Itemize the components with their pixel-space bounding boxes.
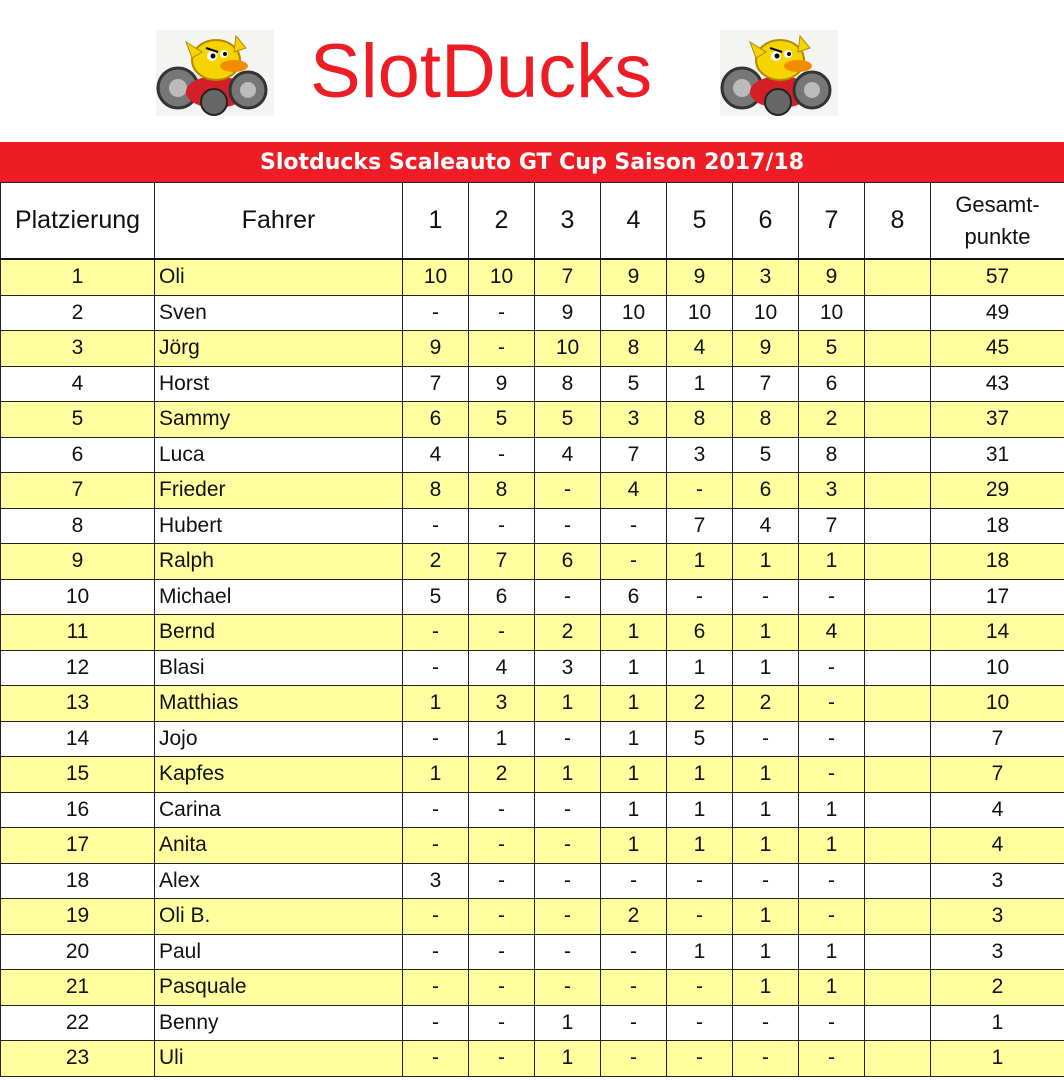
cell-race-3: - [535,970,601,1006]
cell-race-8 [865,544,931,580]
cell-race-7: 1 [799,970,865,1006]
cell-fahrer: Kapfes [155,757,403,793]
cell-platz: 19 [1,899,155,935]
cell-race-1: 1 [403,757,469,793]
cell-race-3: - [535,508,601,544]
cell-race-4: 8 [601,331,667,367]
table-row [1,863,1064,899]
cell-race-2: 6 [469,579,535,615]
cell-fahrer: Paul [155,934,403,970]
cell-race-1: - [403,1005,469,1041]
cell-race-1: - [403,508,469,544]
cell-race-8 [865,295,931,331]
cell-race-8 [865,899,931,935]
cell-race-6: 1 [733,899,799,935]
cell-race-5: 4 [667,331,733,367]
cell-race-2: 10 [469,259,535,295]
cell-fahrer: Oli [155,259,403,295]
cell-race-6: - [733,579,799,615]
cell-gesamtpunkte: 1 [931,1005,1064,1041]
cell-fahrer: Pasquale [155,970,403,1006]
column-header-race-4: 4 [601,183,667,260]
cell-gesamtpunkte: 57 [931,259,1064,295]
cell-race-5: 7 [667,508,733,544]
cell-race-6: 1 [733,650,799,686]
cell-race-3: 1 [535,686,601,722]
cell-race-1: 5 [403,579,469,615]
cell-platz: 14 [1,721,155,757]
cell-race-8 [865,828,931,864]
cell-platz: 17 [1,828,155,864]
cell-race-4: - [601,1005,667,1041]
cell-race-2: 7 [469,544,535,580]
cell-fahrer: Frieder [155,473,403,509]
cell-fahrer: Blasi [155,650,403,686]
cell-race-8 [865,615,931,651]
cell-race-7: - [799,1041,865,1077]
cell-race-3: - [535,792,601,828]
cell-race-7: - [799,757,865,793]
cell-race-1: 6 [403,402,469,438]
cell-gesamtpunkte: 49 [931,295,1064,331]
cell-race-3: 8 [535,366,601,402]
cell-race-1: 10 [403,259,469,295]
cell-race-5: - [667,863,733,899]
cell-fahrer: Oli B. [155,899,403,935]
cell-gesamtpunkte: 43 [931,366,1064,402]
cell-race-1: - [403,650,469,686]
table-row [1,331,1064,367]
cell-race-4: - [601,934,667,970]
header [0,0,1064,142]
cell-gesamtpunkte: 10 [931,686,1064,722]
column-header-platzierung: Platzierung [1,183,155,260]
gesamt-line-2: punkte [964,223,1031,249]
cell-race-2: - [469,295,535,331]
cell-race-5: 1 [667,828,733,864]
cell-race-4: 9 [601,259,667,295]
cell-race-5: 1 [667,366,733,402]
cell-race-1: - [403,1041,469,1077]
cell-gesamtpunkte: 45 [931,331,1064,367]
cell-race-3: - [535,473,601,509]
cell-race-8 [865,757,931,793]
cell-race-7: 1 [799,934,865,970]
cell-race-1: 1 [403,686,469,722]
table-row [1,295,1064,331]
season-banner: Slotducks Scaleauto GT Cup Saison 2017/18 [0,142,1064,182]
cell-race-6: 4 [733,508,799,544]
table-row [1,650,1064,686]
cell-race-1: - [403,970,469,1006]
cell-race-5: 8 [667,402,733,438]
cell-fahrer: Hubert [155,508,403,544]
cell-race-6: 1 [733,544,799,580]
cell-race-7: 1 [799,544,865,580]
column-header-race-7: 7 [799,183,865,260]
cell-race-1: 2 [403,544,469,580]
cell-race-7: - [799,686,865,722]
cell-race-4: - [601,970,667,1006]
table-row [1,721,1064,757]
table-row [1,934,1064,970]
cell-race-5: - [667,970,733,1006]
cell-race-4: 7 [601,437,667,473]
cell-race-5: 9 [667,259,733,295]
table-header-row [1,183,1064,260]
cell-gesamtpunkte: 18 [931,508,1064,544]
table-row [1,792,1064,828]
cell-race-6: 3 [733,259,799,295]
cell-platz: 6 [1,437,155,473]
cell-platz: 20 [1,934,155,970]
cell-platz: 7 [1,473,155,509]
cell-race-6: - [733,1005,799,1041]
cell-platz: 1 [1,259,155,295]
cell-race-6: 5 [733,437,799,473]
table-row [1,686,1064,722]
cell-race-7: - [799,650,865,686]
cell-race-7: 4 [799,615,865,651]
cell-race-3: 9 [535,295,601,331]
cell-race-8 [865,1005,931,1041]
cell-platz: 4 [1,366,155,402]
cell-race-8 [865,650,931,686]
cell-race-7: 6 [799,366,865,402]
cell-race-1: - [403,721,469,757]
cell-gesamtpunkte: 2 [931,970,1064,1006]
cell-race-2: 1 [469,721,535,757]
cell-race-7: 9 [799,259,865,295]
column-header-race-6: 6 [733,183,799,260]
cell-race-8 [865,259,931,295]
cell-fahrer: Jojo [155,721,403,757]
cell-race-4: 1 [601,686,667,722]
cell-platz: 11 [1,615,155,651]
cell-race-2: - [469,331,535,367]
cell-fahrer: Carina [155,792,403,828]
cell-race-4: 1 [601,615,667,651]
cell-fahrer: Anita [155,828,403,864]
cell-fahrer: Horst [155,366,403,402]
table-row [1,402,1064,438]
cell-race-6: 1 [733,970,799,1006]
cell-race-8 [865,402,931,438]
cell-race-7: 1 [799,828,865,864]
cell-race-8 [865,721,931,757]
cell-race-3: 10 [535,331,601,367]
cell-platz: 23 [1,1041,155,1077]
cell-race-2: - [469,1005,535,1041]
cell-race-2: 9 [469,366,535,402]
cell-platz: 13 [1,686,155,722]
cell-gesamtpunkte: 18 [931,544,1064,580]
cell-race-7: 5 [799,331,865,367]
cell-race-2: - [469,828,535,864]
standings-table [0,182,1064,1077]
cell-gesamtpunkte: 7 [931,721,1064,757]
cell-race-2: - [469,437,535,473]
cell-platz: 2 [1,295,155,331]
cell-race-7: - [799,579,865,615]
table-row [1,259,1064,295]
column-header-race-8: 8 [865,183,931,260]
cell-race-8 [865,970,931,1006]
cell-race-7: - [799,1005,865,1041]
column-header-race-2: 2 [469,183,535,260]
cell-race-2: 4 [469,650,535,686]
cell-race-6: 9 [733,331,799,367]
cell-race-7: - [799,899,865,935]
cell-platz: 16 [1,792,155,828]
table-row [1,828,1064,864]
cell-race-6: - [733,1041,799,1077]
cell-race-2: 8 [469,473,535,509]
cell-race-3: 7 [535,259,601,295]
cell-race-3: - [535,899,601,935]
cell-race-6: 1 [733,757,799,793]
table-row [1,970,1064,1006]
cell-race-2: - [469,970,535,1006]
cell-fahrer: Jörg [155,331,403,367]
cell-fahrer: Bernd [155,615,403,651]
cell-race-1: 9 [403,331,469,367]
cell-race-1: - [403,792,469,828]
cell-gesamtpunkte: 31 [931,437,1064,473]
table-row [1,1005,1064,1041]
cell-race-5: - [667,579,733,615]
cell-fahrer: Uli [155,1041,403,1077]
cell-platz: 15 [1,757,155,793]
table-row [1,437,1064,473]
cell-race-2: 3 [469,686,535,722]
cell-race-6: 6 [733,473,799,509]
cell-race-4: 4 [601,473,667,509]
cell-race-6: - [733,863,799,899]
cell-race-3: 1 [535,757,601,793]
cell-gesamtpunkte: 37 [931,402,1064,438]
table-row [1,508,1064,544]
cell-fahrer: Luca [155,437,403,473]
cell-race-5: 2 [667,686,733,722]
column-header-race-3: 3 [535,183,601,260]
cell-race-5: 1 [667,650,733,686]
table-row [1,473,1064,509]
cell-race-2: - [469,1041,535,1077]
cell-fahrer: Sammy [155,402,403,438]
cell-race-4: 6 [601,579,667,615]
gesamt-line-1: Gesamt- [955,191,1040,217]
cell-race-8 [865,863,931,899]
cell-gesamtpunkte: 10 [931,650,1064,686]
duck-racer-icon [720,30,838,116]
cell-race-8 [865,473,931,509]
cell-race-2: - [469,934,535,970]
cell-race-1: 7 [403,366,469,402]
duck-racer-icon [156,30,274,116]
cell-platz: 8 [1,508,155,544]
cell-race-6: 1 [733,615,799,651]
cell-race-8 [865,792,931,828]
cell-race-4: - [601,863,667,899]
cell-race-2: 2 [469,757,535,793]
cell-race-3: - [535,863,601,899]
cell-race-3: - [535,579,601,615]
cell-race-8 [865,437,931,473]
table-row [1,757,1064,793]
column-header-gesamtpunkte [931,183,1064,260]
cell-fahrer: Matthias [155,686,403,722]
cell-race-5: - [667,473,733,509]
cell-race-8 [865,1041,931,1077]
table-row [1,899,1064,935]
table-row [1,579,1064,615]
cell-fahrer: Sven [155,295,403,331]
cell-fahrer: Alex [155,863,403,899]
cell-race-2: - [469,508,535,544]
cell-race-5: 10 [667,295,733,331]
cell-platz: 22 [1,1005,155,1041]
cell-gesamtpunkte: 4 [931,828,1064,864]
column-header-fahrer: Fahrer [155,183,403,260]
cell-race-6: - [733,721,799,757]
cell-race-8 [865,579,931,615]
cell-race-5: 6 [667,615,733,651]
cell-race-6: 7 [733,366,799,402]
cell-race-4: 2 [601,899,667,935]
cell-gesamtpunkte: 14 [931,615,1064,651]
cell-gesamtpunkte: 3 [931,899,1064,935]
cell-race-1: - [403,899,469,935]
cell-race-6: 8 [733,402,799,438]
cell-race-1: - [403,615,469,651]
cell-race-5: - [667,1041,733,1077]
cell-race-7: 3 [799,473,865,509]
cell-fahrer: Michael [155,579,403,615]
cell-race-3: 1 [535,1041,601,1077]
cell-race-4: - [601,544,667,580]
cell-race-5: 1 [667,544,733,580]
cell-race-5: - [667,1005,733,1041]
cell-fahrer: Ralph [155,544,403,580]
cell-race-3: 3 [535,650,601,686]
standings-body [1,259,1064,1076]
cell-race-6: 1 [733,828,799,864]
cell-race-5: 3 [667,437,733,473]
cell-race-6: 2 [733,686,799,722]
cell-race-4: 1 [601,757,667,793]
cell-race-3: - [535,828,601,864]
cell-race-3: - [535,721,601,757]
cell-gesamtpunkte: 29 [931,473,1064,509]
cell-race-1: 4 [403,437,469,473]
cell-race-2: - [469,899,535,935]
cell-race-4: 1 [601,828,667,864]
cell-fahrer: Benny [155,1005,403,1041]
cell-race-8 [865,331,931,367]
column-header-race-5: 5 [667,183,733,260]
table-row [1,544,1064,580]
cell-race-7: 10 [799,295,865,331]
cell-race-8 [865,934,931,970]
cell-platz: 5 [1,402,155,438]
column-header-race-1: 1 [403,183,469,260]
cell-race-7: - [799,863,865,899]
cell-race-4: 10 [601,295,667,331]
cell-race-6: 1 [733,934,799,970]
cell-platz: 21 [1,970,155,1006]
table-row [1,615,1064,651]
table-row [1,1041,1064,1077]
cell-race-4: 1 [601,721,667,757]
cell-gesamtpunkte: 1 [931,1041,1064,1077]
cell-race-5: 1 [667,934,733,970]
cell-race-6: 10 [733,295,799,331]
cell-platz: 9 [1,544,155,580]
cell-race-4: 1 [601,650,667,686]
cell-race-8 [865,686,931,722]
cell-race-1: - [403,295,469,331]
cell-race-7: 8 [799,437,865,473]
cell-race-2: - [469,615,535,651]
cell-race-4: - [601,1041,667,1077]
cell-race-5: 5 [667,721,733,757]
cell-race-1: - [403,934,469,970]
cell-race-3: 6 [535,544,601,580]
cell-race-3: 2 [535,615,601,651]
cell-race-5: 1 [667,757,733,793]
cell-gesamtpunkte: 17 [931,579,1064,615]
cell-race-7: 2 [799,402,865,438]
site-logo-title: SlotDucks [310,29,653,114]
cell-platz: 3 [1,331,155,367]
cell-gesamtpunkte: 3 [931,934,1064,970]
cell-race-7: - [799,721,865,757]
cell-platz: 10 [1,579,155,615]
cell-race-5: - [667,899,733,935]
cell-race-4: 3 [601,402,667,438]
cell-race-1: - [403,828,469,864]
cell-race-1: 3 [403,863,469,899]
cell-race-3: 5 [535,402,601,438]
cell-race-8 [865,366,931,402]
cell-race-1: 8 [403,473,469,509]
table-row [1,366,1064,402]
cell-gesamtpunkte: 4 [931,792,1064,828]
cell-race-2: - [469,792,535,828]
cell-race-3: - [535,934,601,970]
cell-platz: 18 [1,863,155,899]
cell-race-7: 7 [799,508,865,544]
cell-race-3: 4 [535,437,601,473]
cell-race-8 [865,508,931,544]
cell-gesamtpunkte: 3 [931,863,1064,899]
cell-race-2: - [469,863,535,899]
cell-race-7: 1 [799,792,865,828]
cell-race-5: 1 [667,792,733,828]
cell-race-6: 1 [733,792,799,828]
cell-race-4: 5 [601,366,667,402]
cell-race-4: - [601,508,667,544]
cell-race-4: 1 [601,792,667,828]
cell-race-3: 1 [535,1005,601,1041]
cell-platz: 12 [1,650,155,686]
cell-race-2: 5 [469,402,535,438]
cell-gesamtpunkte: 7 [931,757,1064,793]
